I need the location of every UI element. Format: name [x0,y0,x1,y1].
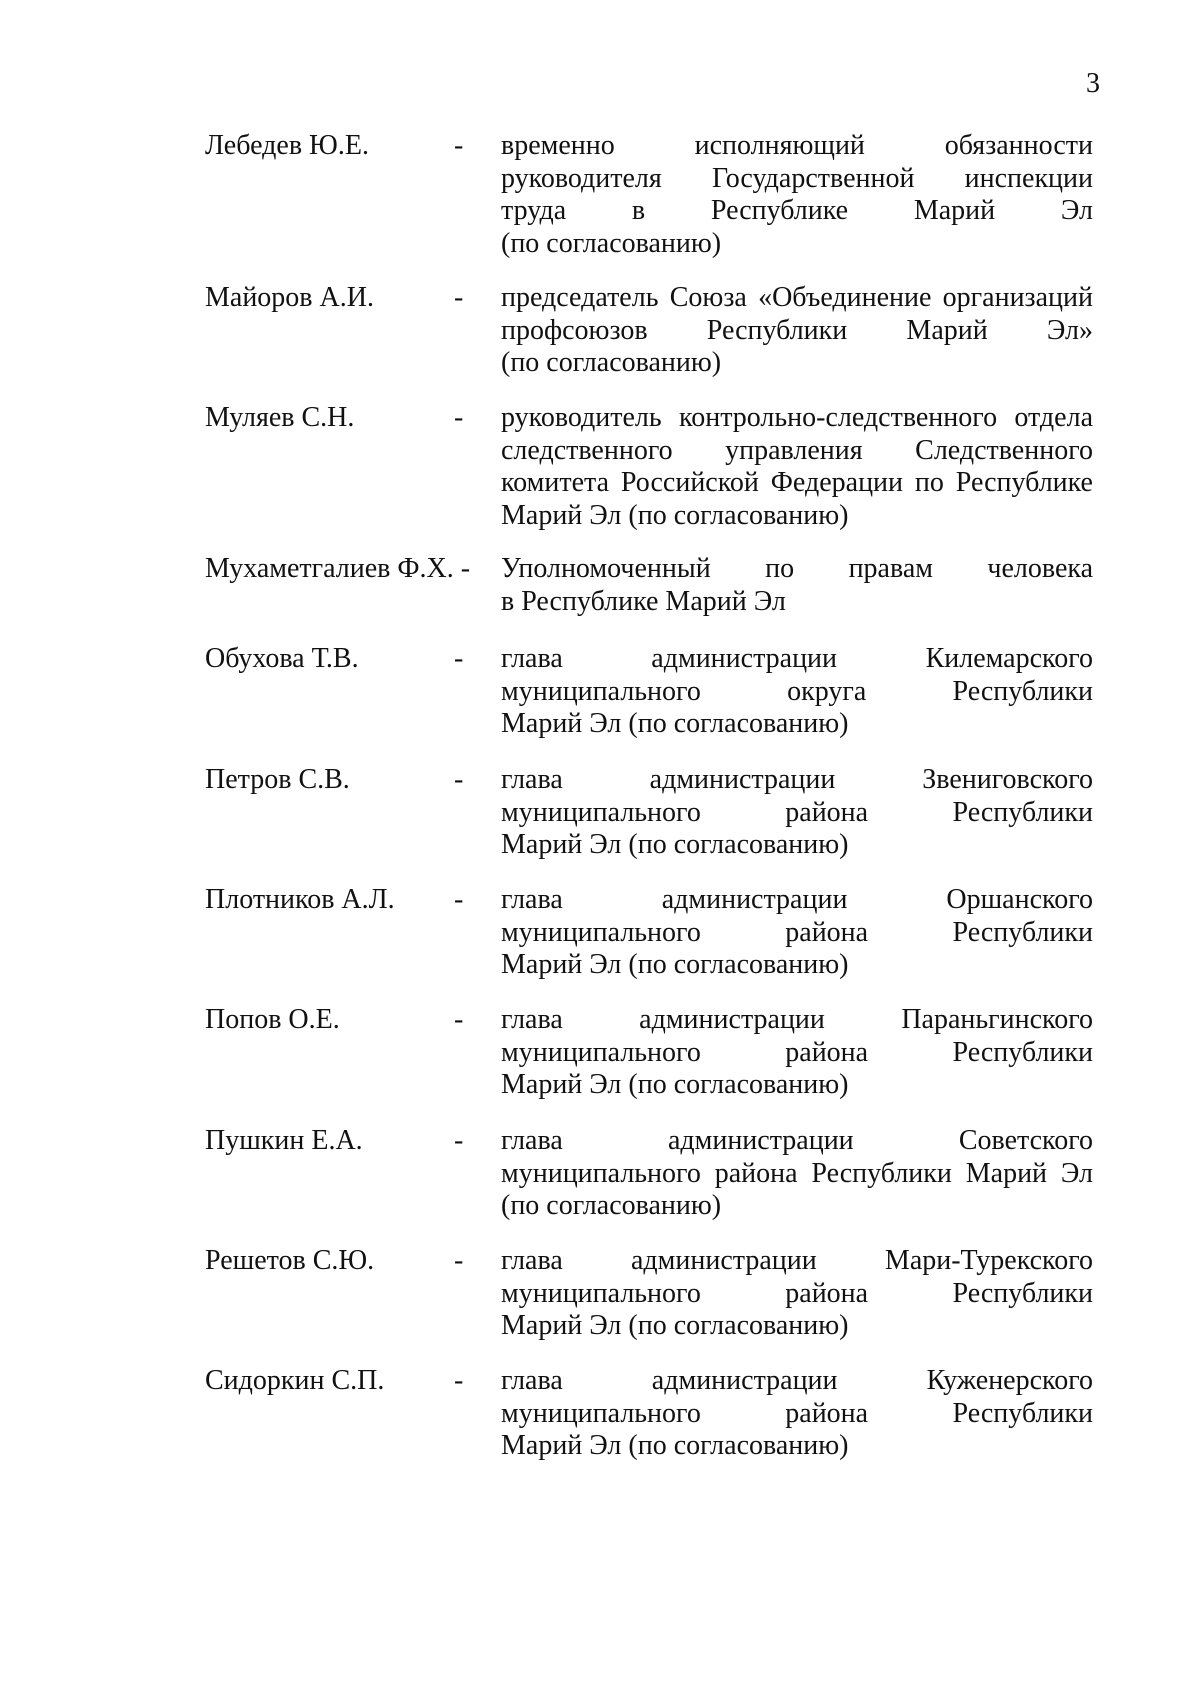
position-line: руководитель контрольно-следственного отдела [501,402,1093,433]
member-position [501,402,1093,532]
position-line: (по согласованию) [501,227,722,259]
position-line: Марий Эл (по согласованию) [501,1310,849,1342]
entry-dash: - [454,1004,464,1035]
member-name: Муляев С.Н. [205,402,355,433]
entry-dash: - [454,884,464,915]
member-name: Решетов С.Ю. [205,1245,375,1276]
member-position [501,764,1093,862]
position-line: муниципального района Республики [501,1277,1093,1309]
member-name: Сидоркин С.П. [205,1365,385,1396]
member-name: Лебедев Ю.Е. [205,130,369,161]
position-line: труда в Республике Марий Эл [501,195,1093,227]
member-name: Обухова Т.В. [205,643,359,674]
position-line: председатель Союза «Объединение организаций [501,282,1093,313]
member-name: Попов О.Е. [205,1004,340,1035]
position-line: глава администрации Советского [501,1125,1093,1156]
position-line: комитета Российской Федерации по Республике [501,467,1093,499]
position-line: (по согласованию) [501,1190,722,1222]
position-line: глава администрации Звениговского [501,764,1093,795]
entry-dash: - [454,1245,464,1276]
member-name: Мухаметгалиев Ф.Х. - [205,553,471,584]
position-line: муниципального района Республики [501,1397,1093,1429]
position-line: Уполномоченный по правам человека [501,553,1093,584]
member-name: Майоров А.И. [205,282,374,313]
member-position [501,884,1093,982]
member-position [501,282,1093,380]
member-position [501,1365,1093,1463]
position-line: муниципального района Республики [501,796,1093,828]
position-line: муниципального района Республики Марий Эл [501,1157,1093,1189]
member-position [501,130,1093,260]
entry-dash: - [454,402,464,433]
position-line: Марий Эл (по согласованию) [501,829,849,861]
member-position [501,553,1093,618]
position-line: Марий Эл (по согласованию) [501,1069,849,1101]
entry-dash: - [454,643,464,674]
position-line: глава администрации Килемарского [501,643,1093,674]
position-line: глава администрации Параньгинского [501,1004,1093,1035]
member-position [501,1245,1093,1343]
member-name: Петров С.В. [205,764,350,795]
position-line: Марий Эл (по согласованию) [501,708,849,740]
position-line: муниципального района Республики [501,1036,1093,1068]
entry-dash: - [454,130,464,161]
member-name: Пушкин Е.А. [205,1125,363,1156]
position-line: в Республике Марий Эл [501,585,786,617]
position-line: профсоюзов Республики Марий Эл» [501,314,1093,346]
position-line: глава администрации Куженерского [501,1365,1093,1396]
position-line: муниципального района Республики [501,916,1093,948]
member-position [501,1004,1093,1102]
position-line: муниципального округа Республики [501,675,1093,707]
entry-dash: - [454,764,464,795]
entry-dash: - [454,282,464,313]
member-position [501,643,1093,741]
member-position [501,1125,1093,1223]
entry-dash: - [454,1365,464,1396]
position-line: (по согласованию) [501,347,722,379]
position-line: руководителя Государственной инспекции [501,162,1093,194]
position-line: Марий Эл (по согласованию) [501,1430,849,1462]
position-line: Марий Эл (по согласованию) [501,949,849,981]
page-number: 3 [1086,68,1100,99]
position-line: Марий Эл (по согласованию) [501,499,849,531]
position-line: глава администрации Оршанского [501,884,1093,915]
position-line: глава администрации Мари-Турекского [501,1245,1093,1276]
member-name: Плотников А.Л. [205,884,395,915]
entry-dash: - [454,1125,464,1156]
position-line: временно исполняющий обязанности [501,130,1093,161]
position-line: следственного управления Следственного [501,434,1093,466]
